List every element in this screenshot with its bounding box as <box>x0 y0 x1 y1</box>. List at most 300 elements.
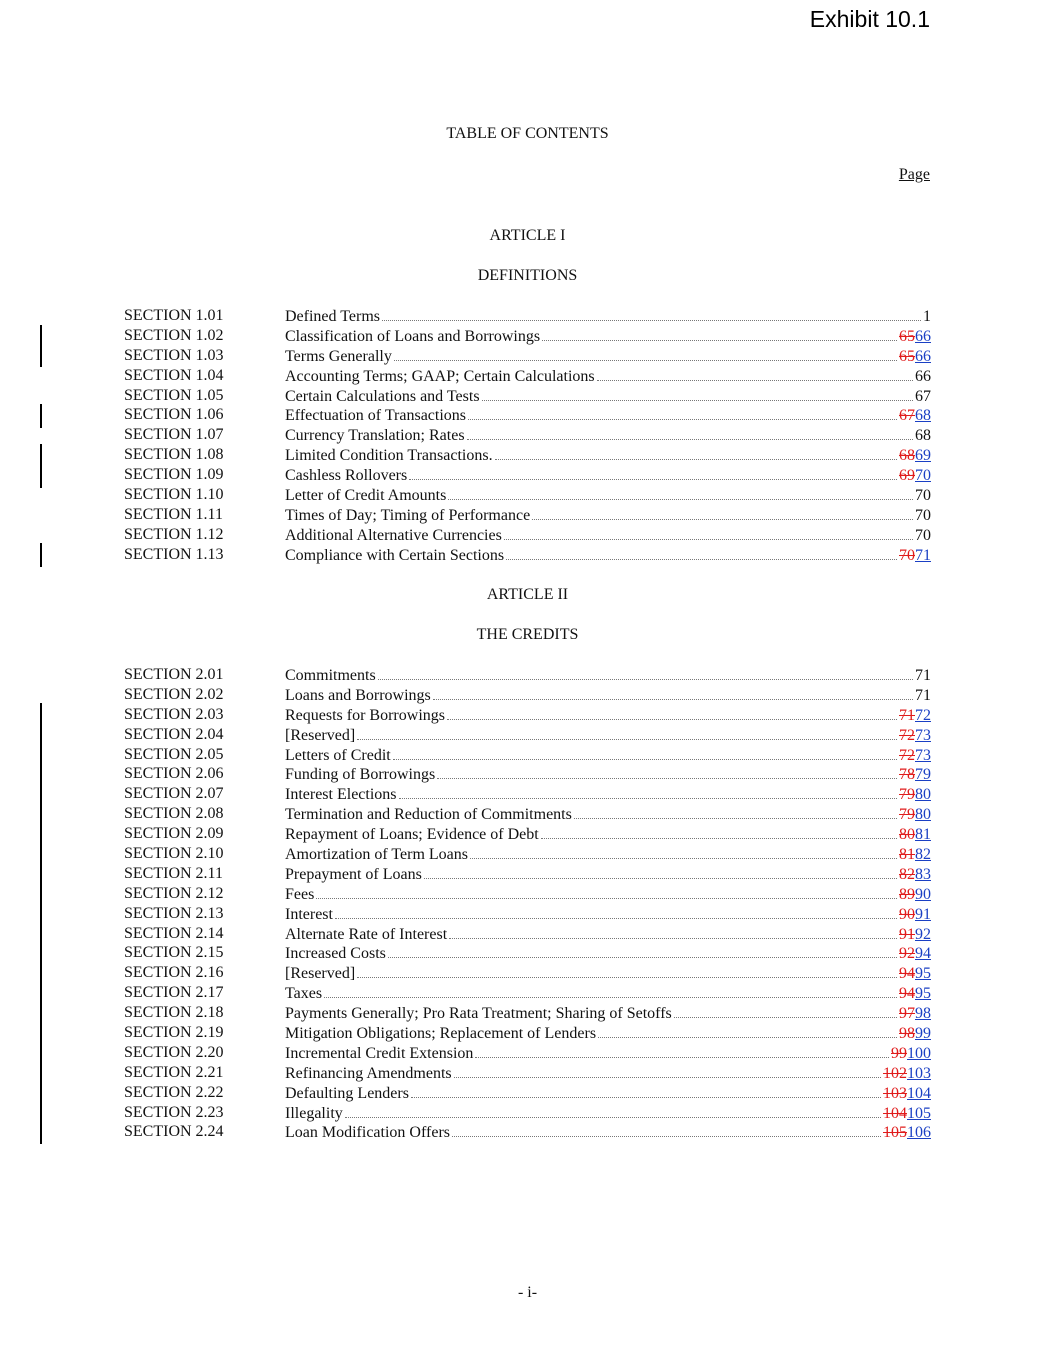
dot-leader <box>532 505 913 520</box>
page-reference <box>898 726 931 746</box>
deleted-page-number: 102 <box>883 1064 907 1082</box>
page-reference <box>898 347 931 367</box>
inserted-page-number[interactable]: 69 <box>915 447 931 465</box>
page-number: 67 <box>915 387 931 405</box>
section-number: SECTION 2.05 <box>124 745 224 763</box>
page-reference <box>898 925 931 945</box>
inserted-page-number[interactable]: 99 <box>915 1025 931 1043</box>
page-reference <box>914 526 931 546</box>
toc-entry-line <box>285 1122 931 1143</box>
section-number: SECTION 2.04 <box>124 725 224 743</box>
toc-entry[interactable] <box>124 1023 931 1043</box>
deleted-page-number: 105 <box>883 1124 907 1142</box>
toc-entry[interactable] <box>124 485 931 505</box>
dot-leader <box>378 665 913 680</box>
inserted-page-number[interactable]: 72 <box>915 706 931 724</box>
toc-entry-line <box>285 505 931 526</box>
toc-entry[interactable] <box>124 864 931 884</box>
section-title: Loans and Borrowings <box>285 686 431 704</box>
section-number: SECTION 2.01 <box>124 666 224 683</box>
article-2-section-list <box>124 665 931 1142</box>
page-reference <box>898 885 931 905</box>
toc-entry-line <box>285 804 931 825</box>
dot-leader <box>388 943 897 958</box>
section-number: SECTION 2.12 <box>124 884 224 902</box>
section-title: Certain Calculations and Tests <box>285 387 480 405</box>
toc-entry-line <box>285 326 931 347</box>
section-number: SECTION 2.17 <box>124 984 224 1002</box>
page-reference <box>898 1004 931 1024</box>
toc-entry[interactable] <box>124 844 931 864</box>
section-title: Letter of Credit Amounts <box>285 487 447 505</box>
dot-leader <box>449 924 897 939</box>
deleted-page-number: 68 <box>899 447 915 465</box>
inserted-page-number[interactable]: 68 <box>915 407 931 425</box>
page-reference <box>890 1044 931 1064</box>
section-number: SECTION 1.04 <box>124 366 224 384</box>
toc-entry-line <box>285 386 931 407</box>
inserted-page-number[interactable]: 71 <box>915 546 931 564</box>
dot-leader <box>411 1083 881 1098</box>
toc-entry[interactable] <box>124 306 931 326</box>
section-title: Accounting Terms; GAAP; Certain Calculations <box>285 367 595 385</box>
dot-leader <box>357 963 897 978</box>
toc-entry-line <box>285 405 931 426</box>
section-title: [Reserved] <box>285 726 356 744</box>
section-title: Termination and Reduction of Commitments <box>285 806 572 824</box>
toc-entry-line <box>285 366 931 387</box>
toc-entry[interactable] <box>124 784 931 804</box>
toc-entry[interactable] <box>124 405 931 425</box>
section-number: SECTION 2.15 <box>124 944 224 962</box>
inserted-page-number[interactable]: 92 <box>915 925 931 943</box>
toc-entry[interactable] <box>124 386 931 406</box>
deleted-page-number: 65 <box>899 327 915 345</box>
toc-entry-line <box>285 844 931 865</box>
toc-entry[interactable] <box>124 884 931 904</box>
inserted-page-number[interactable]: 70 <box>915 467 931 485</box>
page-reference <box>898 944 931 964</box>
page-reference <box>898 1024 931 1044</box>
page-number: 66 <box>915 367 931 385</box>
dot-leader <box>394 346 897 361</box>
dot-leader <box>357 725 897 740</box>
deleted-page-number: 104 <box>883 1104 907 1122</box>
exhibit-label: Exhibit 10.1 <box>809 6 930 32</box>
toc-entry[interactable] <box>124 764 931 784</box>
section-title: Compliance with Certain Sections <box>285 546 505 564</box>
dot-leader <box>674 1003 897 1018</box>
section-number: SECTION 2.23 <box>124 1103 224 1121</box>
dot-leader <box>470 844 897 859</box>
toc-entry[interactable] <box>124 904 931 924</box>
page-reference <box>898 446 931 466</box>
toc-entry-line <box>285 465 931 486</box>
page-number: 70 <box>915 487 931 505</box>
deleted-page-number: 98 <box>899 1025 915 1043</box>
toc-entry[interactable] <box>124 346 931 366</box>
section-title: Refinancing Amendments <box>285 1064 452 1082</box>
page-reference <box>898 865 931 885</box>
dot-leader <box>409 465 897 480</box>
page-reference <box>898 785 931 805</box>
article-1-section-list <box>124 306 931 565</box>
deleted-page-number: 89 <box>899 885 915 903</box>
deleted-page-number: 103 <box>883 1084 907 1102</box>
toc-entry[interactable] <box>124 425 931 445</box>
section-title: Loan Modification Offers <box>285 1124 450 1142</box>
page-reference <box>914 426 931 446</box>
dot-leader <box>393 745 897 760</box>
toc-entry-line <box>285 1063 931 1084</box>
page-reference <box>898 845 931 865</box>
change-bar <box>40 543 42 567</box>
section-number: SECTION 1.11 <box>124 505 223 523</box>
toc-entry[interactable] <box>124 465 931 485</box>
section-title: Amortization of Term Loans <box>285 846 468 864</box>
section-number: SECTION 1.13 <box>124 545 224 563</box>
inserted-page-number[interactable]: 73 <box>915 726 931 744</box>
page-number: 71 <box>915 686 931 704</box>
dot-leader <box>482 386 913 401</box>
section-title: Cashless Rollovers <box>285 467 408 485</box>
page-reference <box>898 905 931 925</box>
toc-entry[interactable] <box>124 505 931 525</box>
page-column-header: Page <box>898 166 930 183</box>
section-title: Letters of Credit <box>285 746 391 764</box>
toc-entry[interactable] <box>124 326 931 346</box>
dot-leader <box>316 884 897 899</box>
page-reference <box>898 964 931 984</box>
inserted-page-number[interactable]: 82 <box>915 846 931 864</box>
inserted-page-number[interactable]: 66 <box>915 347 931 365</box>
section-number: SECTION 2.10 <box>124 845 224 863</box>
toc-entry[interactable] <box>124 1122 931 1142</box>
deleted-page-number: 78 <box>899 766 915 784</box>
section-number: SECTION 2.20 <box>124 1043 224 1061</box>
inserted-page-number[interactable]: 81 <box>915 826 931 844</box>
section-number: SECTION 2.16 <box>124 964 224 982</box>
dot-leader <box>437 764 897 779</box>
toc-entry[interactable] <box>124 366 931 386</box>
article-2-number: ARTICLE II <box>486 586 569 603</box>
section-title: Interest <box>285 905 333 923</box>
dot-leader <box>495 445 897 460</box>
toc-entry-line <box>285 924 931 945</box>
toc-entry-line <box>285 485 931 506</box>
page-reference <box>882 1104 931 1124</box>
section-title: Currency Translation; Rates <box>285 427 465 445</box>
deleted-page-number: 94 <box>899 965 915 983</box>
inserted-page-number[interactable]: 103 <box>907 1064 931 1082</box>
page-reference <box>882 1064 931 1084</box>
change-bar <box>40 444 42 488</box>
deleted-page-number: 72 <box>899 726 915 744</box>
deleted-page-number: 72 <box>899 746 915 764</box>
article-2-title: THE CREDITS <box>476 626 579 643</box>
toc-entry-line <box>285 306 931 327</box>
deleted-page-number: 99 <box>891 1044 907 1062</box>
deleted-page-number: 97 <box>899 1005 915 1023</box>
toc-entry[interactable] <box>124 1063 931 1083</box>
section-number: SECTION 2.24 <box>124 1123 224 1141</box>
section-title: Defaulting Lenders <box>285 1084 409 1102</box>
section-number: SECTION 2.09 <box>124 825 224 843</box>
page-reference <box>914 506 931 526</box>
page-reference <box>898 706 931 726</box>
toc-entry[interactable] <box>124 1103 931 1123</box>
toc-entry[interactable] <box>124 745 931 765</box>
toc-entry-line <box>285 1043 931 1064</box>
section-title: Requests for Borrowings <box>285 706 445 724</box>
section-number: SECTION 2.19 <box>124 1024 224 1042</box>
toc-entry[interactable] <box>124 1003 931 1023</box>
inserted-page-number[interactable]: 73 <box>915 746 931 764</box>
page-number: 70 <box>915 506 931 524</box>
inserted-page-number[interactable]: 106 <box>907 1124 931 1142</box>
section-title: Funding of Borrowings <box>285 766 436 784</box>
section-number: SECTION 1.09 <box>124 466 224 484</box>
inserted-page-number[interactable]: 95 <box>915 985 931 1003</box>
change-bar <box>40 325 42 367</box>
change-bar <box>40 404 42 428</box>
section-number: SECTION 2.08 <box>124 805 224 823</box>
page-number: 68 <box>915 427 931 445</box>
toc-entry-line <box>285 525 931 546</box>
toc-entry[interactable] <box>124 963 931 983</box>
section-number: SECTION 2.02 <box>124 685 224 703</box>
section-title: Increased Costs <box>285 945 386 963</box>
toc-entry-line <box>285 705 931 726</box>
toc-entry[interactable] <box>124 705 931 725</box>
section-title: Payments Generally; Pro Rata Treatment; Sharing of Setoffs <box>285 1005 672 1023</box>
dot-leader <box>335 904 897 919</box>
toc-entry-line <box>285 824 931 845</box>
dot-leader <box>468 405 897 420</box>
section-title: Mitigation Obligations; Replacement of Lenders <box>285 1025 597 1043</box>
page-number-footer: - i- <box>517 1284 538 1301</box>
toc-entry-line <box>285 983 931 1004</box>
page-reference <box>898 825 931 845</box>
dot-leader <box>448 485 913 500</box>
section-title: Terms Generally <box>285 347 392 365</box>
page-reference <box>914 486 931 506</box>
deleted-page-number: 81 <box>899 846 915 864</box>
page-reference <box>882 1084 931 1104</box>
inserted-page-number[interactable]: 80 <box>915 806 931 824</box>
toc-entry-line <box>285 963 931 984</box>
section-number: SECTION 1.08 <box>124 446 224 464</box>
deleted-page-number: 65 <box>899 347 915 365</box>
toc-entry-line <box>285 665 931 686</box>
page-reference <box>914 666 931 686</box>
toc-entry-line <box>285 445 931 466</box>
section-title: Defined Terms <box>285 308 380 325</box>
section-title: Effectuation of Transactions <box>285 407 467 425</box>
toc-entry-line <box>285 425 931 446</box>
toc-title: TABLE OF CONTENTS <box>446 125 609 142</box>
page-reference <box>914 686 931 706</box>
toc-entry-line <box>285 685 931 706</box>
toc-entry-line <box>285 1003 931 1024</box>
deleted-page-number: 70 <box>899 546 915 564</box>
inserted-page-number[interactable]: 98 <box>915 1005 931 1023</box>
dot-leader <box>454 1063 881 1078</box>
page-number: 71 <box>915 667 931 684</box>
dot-leader <box>506 545 897 560</box>
section-title: Prepayment of Loans <box>285 865 422 883</box>
section-title: Additional Alternative Currencies <box>285 526 502 544</box>
section-title: Classification of Loans and Borrowings <box>285 327 541 345</box>
page-reference <box>898 406 931 426</box>
dot-leader <box>447 705 897 720</box>
section-number: SECTION 1.01 <box>124 307 224 324</box>
dot-leader <box>467 425 913 440</box>
deleted-page-number: 69 <box>899 467 915 485</box>
toc-entry[interactable] <box>124 665 931 685</box>
toc-entry-line <box>285 864 931 885</box>
section-number: SECTION 1.03 <box>124 346 224 364</box>
dot-leader <box>597 366 913 381</box>
section-title: Fees <box>285 885 315 903</box>
dot-leader <box>324 983 897 998</box>
page-reference <box>914 367 931 387</box>
toc-entry-line <box>285 943 931 964</box>
dot-leader <box>424 864 897 879</box>
page-reference <box>914 387 931 407</box>
section-title: Interest Elections <box>285 786 397 804</box>
section-number: SECTION 2.14 <box>124 924 224 942</box>
toc-entry[interactable] <box>124 685 931 705</box>
section-title: Limited Condition Transactions. <box>285 447 493 465</box>
inserted-page-number[interactable]: 105 <box>907 1104 931 1122</box>
toc-entry[interactable] <box>124 824 931 844</box>
deleted-page-number: 82 <box>899 865 915 883</box>
change-bar <box>40 703 42 1144</box>
page-number: 1 <box>923 308 931 325</box>
section-number: SECTION 1.06 <box>124 406 224 424</box>
deleted-page-number: 80 <box>899 826 915 844</box>
deleted-page-number: 91 <box>899 925 915 943</box>
page-reference <box>898 746 931 766</box>
inserted-page-number[interactable]: 95 <box>915 965 931 983</box>
inserted-page-number[interactable]: 79 <box>915 766 931 784</box>
inserted-page-number[interactable]: 66 <box>915 327 931 345</box>
page-reference <box>898 327 931 347</box>
section-title: Times of Day; Timing of Performance <box>285 506 531 524</box>
section-number: SECTION 1.05 <box>124 386 224 404</box>
section-title: Illegality <box>285 1104 343 1122</box>
page-reference <box>898 466 931 486</box>
section-title: Taxes <box>285 985 323 1003</box>
dot-leader <box>504 525 913 540</box>
dot-leader <box>452 1122 881 1137</box>
inserted-page-number[interactable]: 100 <box>907 1044 931 1062</box>
inserted-page-number[interactable]: 94 <box>915 945 931 963</box>
deleted-page-number: 92 <box>899 945 915 963</box>
toc-entry[interactable] <box>124 525 931 545</box>
deleted-page-number: 94 <box>899 985 915 1003</box>
toc-entry[interactable] <box>124 725 931 745</box>
article-1-title: DEFINITIONS <box>477 267 578 284</box>
toc-entry-line <box>285 346 931 367</box>
dot-leader <box>433 685 913 700</box>
dot-leader <box>542 326 897 341</box>
toc-entry-line <box>285 545 931 566</box>
deleted-page-number: 67 <box>899 407 915 425</box>
section-title: Incremental Credit Extension <box>285 1044 474 1062</box>
toc-entry[interactable] <box>124 1083 931 1103</box>
page-reference <box>882 1123 931 1143</box>
toc-entry-line <box>285 764 931 785</box>
toc-entry-line <box>285 745 931 766</box>
inserted-page-number[interactable]: 83 <box>915 865 931 883</box>
deleted-page-number: 90 <box>899 905 915 923</box>
dot-leader <box>541 824 897 839</box>
section-number: SECTION 1.12 <box>124 525 224 543</box>
section-title: [Reserved] <box>285 965 356 983</box>
deleted-page-number: 71 <box>899 706 915 724</box>
inserted-page-number[interactable]: 90 <box>915 885 931 903</box>
deleted-page-number: 79 <box>899 786 915 804</box>
section-number: SECTION 2.18 <box>124 1004 224 1022</box>
section-number: SECTION 1.02 <box>124 326 224 344</box>
inserted-page-number[interactable]: 91 <box>915 905 931 923</box>
toc-entry-line <box>285 725 931 746</box>
toc-entry[interactable] <box>124 445 931 465</box>
toc-entry-line <box>285 904 931 925</box>
toc-entry[interactable] <box>124 804 931 824</box>
section-number: SECTION 2.21 <box>124 1063 224 1081</box>
section-number: SECTION 2.03 <box>124 705 224 723</box>
toc-entry-line <box>285 1023 931 1044</box>
page-reference <box>898 984 931 1004</box>
page-reference <box>898 805 931 825</box>
inserted-page-number[interactable]: 80 <box>915 786 931 804</box>
section-title: Commitments <box>285 667 376 684</box>
dot-leader <box>345 1103 881 1118</box>
page-reference <box>898 546 931 566</box>
toc-entry-line <box>285 1083 931 1104</box>
section-title: Repayment of Loans; Evidence of Debt <box>285 826 539 844</box>
dot-leader <box>574 804 897 819</box>
section-number: SECTION 2.22 <box>124 1083 224 1101</box>
section-title: Alternate Rate of Interest <box>285 925 448 943</box>
section-number: SECTION 2.06 <box>124 765 224 783</box>
toc-entry[interactable] <box>124 545 931 565</box>
page-reference <box>898 765 931 785</box>
toc-entry[interactable] <box>124 1043 931 1063</box>
toc-entry-line <box>285 784 931 805</box>
deleted-page-number: 79 <box>899 806 915 824</box>
section-number: SECTION 2.11 <box>124 864 223 882</box>
section-number: SECTION 2.07 <box>124 785 224 803</box>
dot-leader <box>475 1043 889 1058</box>
toc-entry[interactable] <box>124 924 931 944</box>
toc-entry[interactable] <box>124 943 931 963</box>
toc-entry[interactable] <box>124 983 931 1003</box>
toc-entry-line <box>285 884 931 905</box>
dot-leader <box>598 1023 897 1038</box>
section-number: SECTION 1.10 <box>124 486 224 504</box>
section-number: SECTION 2.13 <box>124 904 224 922</box>
section-number: SECTION 1.07 <box>124 426 224 444</box>
article-1-number: ARTICLE I <box>489 227 566 244</box>
dot-leader <box>399 784 897 799</box>
toc-entry-line <box>285 1103 931 1124</box>
inserted-page-number[interactable]: 104 <box>907 1084 931 1102</box>
dot-leader <box>382 306 921 321</box>
